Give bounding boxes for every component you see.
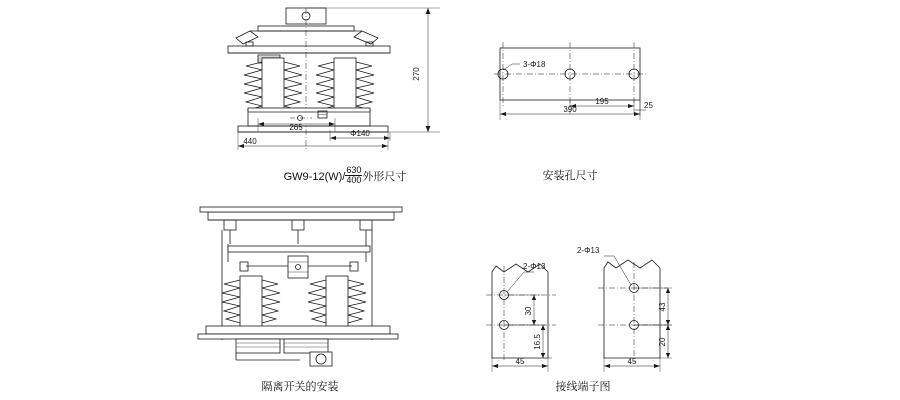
caption-mounting-holes: 安装孔尺寸 <box>542 170 598 182</box>
caption-outline-fraction-den: 400 <box>346 175 362 186</box>
dimension-45-left <box>492 357 548 372</box>
svg-text:45: 45 <box>515 357 525 366</box>
svg-text:16.5: 16.5 <box>533 334 542 350</box>
top-bolts <box>224 220 372 244</box>
svg-text:45: 45 <box>627 357 637 366</box>
caption-isolator-install: 隔离开关的安装 <box>261 381 339 393</box>
svg-text:25: 25 <box>644 101 653 110</box>
svg-text:390: 390 <box>563 105 577 114</box>
insulator-right-bottom <box>308 276 366 328</box>
svg-text:270: 270 <box>412 67 421 81</box>
caption-outline-suffix: 外形尺寸 <box>362 170 407 183</box>
caption-outline-fraction-num: 630 <box>346 165 362 175</box>
svg-text:3-Φ18: 3-Φ18 <box>523 60 546 69</box>
svg-text:Φ140: Φ140 <box>350 129 370 138</box>
dimension-phi140 <box>330 129 390 141</box>
figure-mounting-holes <box>494 42 653 120</box>
svg-text:265: 265 <box>289 123 303 132</box>
svg-text:30: 30 <box>524 306 533 316</box>
svg-text:195: 195 <box>595 97 609 106</box>
figure-terminal <box>486 246 672 372</box>
terminal-plate-left <box>486 262 556 372</box>
caption-outline <box>250 167 440 187</box>
svg-text:43: 43 <box>658 302 667 312</box>
svg-text:2-Φ13: 2-Φ13 <box>523 262 546 271</box>
dimension-45-right <box>604 357 660 372</box>
figure-isolator-install <box>198 207 402 366</box>
caption-outline-fraction <box>345 166 362 186</box>
insulator-left-bottom <box>222 276 280 328</box>
caption-terminal: 接线端子图 <box>555 381 611 393</box>
svg-text:2-Φ13: 2-Φ13 <box>577 246 600 255</box>
svg-text:440: 440 <box>243 137 257 146</box>
caption-outline-prefix: GW9-12(W)/ <box>283 170 346 183</box>
terminal-plate-right <box>577 246 672 372</box>
figure-outline <box>228 8 440 150</box>
svg-text:20: 20 <box>658 337 667 347</box>
